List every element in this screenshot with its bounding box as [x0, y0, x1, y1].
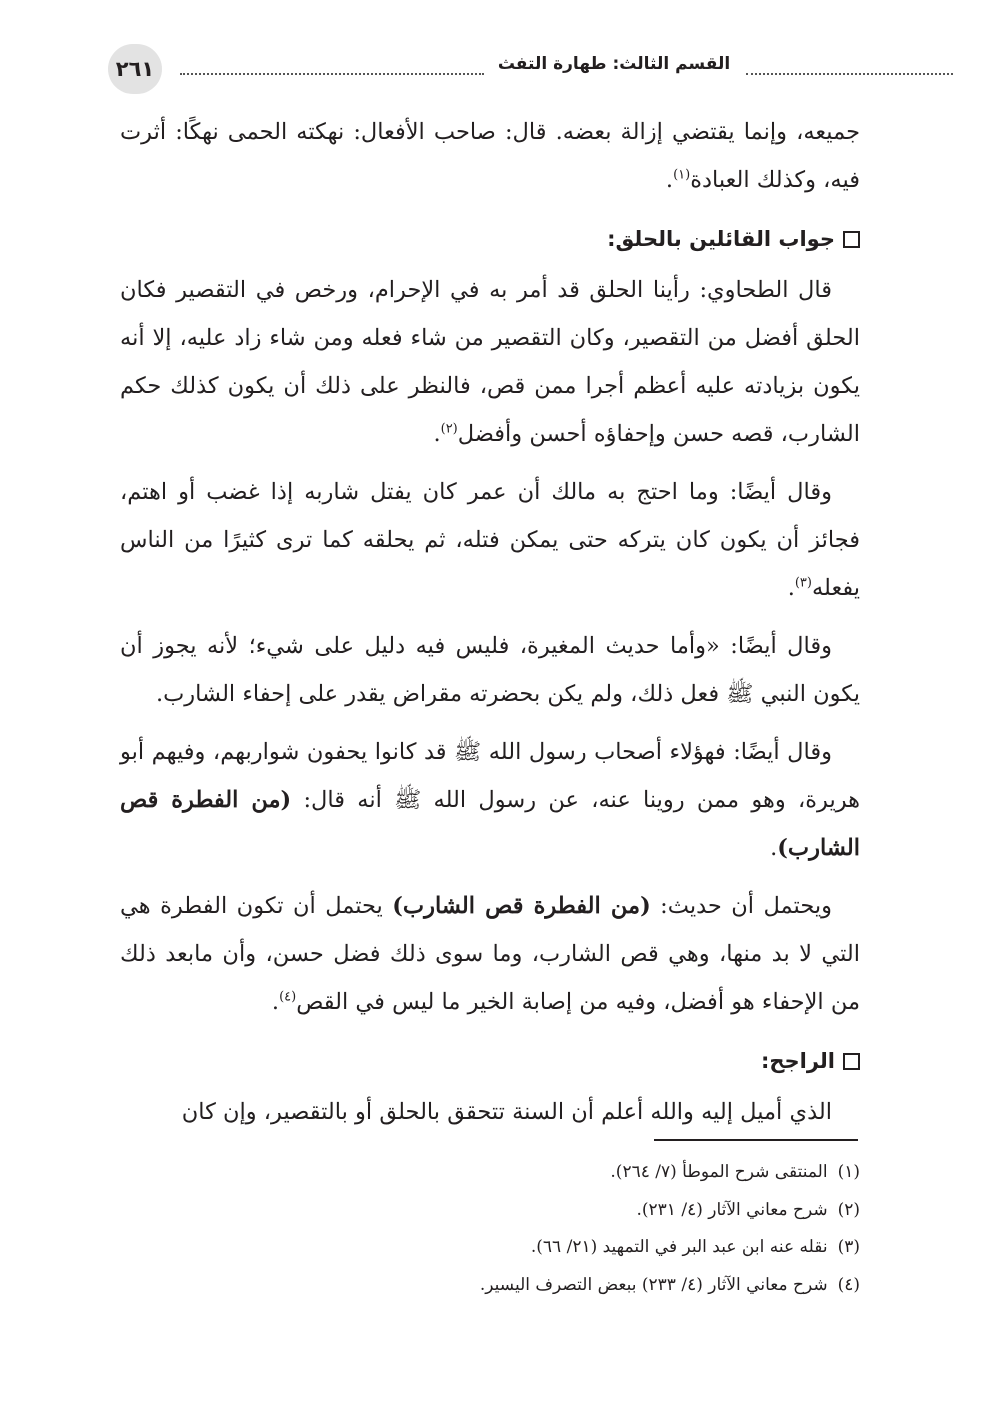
section-heading-preferred-view: الراجح:	[120, 1040, 860, 1082]
footnote-ref-3[interactable]: (٣)	[794, 575, 812, 591]
paragraph-1: جميعه، وإنما يقتضي إزالة بعضه. قال: صاحب الأفعال: نهكته الحمى نهكًا: أثرت فيه، وكذلك العبادة$^{(١)}$.	[120, 119, 860, 193]
footnote-separator	[654, 1139, 858, 1141]
hadith-quote: (من الفطرة قص الشارب)	[120, 787, 860, 861]
paragraph-3: وقال أيضًا: وما احتج به مالك أن عمر كان يفتل شاربه إذا غضب أو اهتم، فجائز أن يكون كان يتركه حتى يمكن فتله، ثم يحلقه كما ترى كثيرًا من الناس يفعله$^{(٣)}$.	[120, 479, 860, 601]
section-heading-proponents-of-shaving: جواب القائلين بالحلق:	[120, 218, 860, 260]
footnote-ref-1[interactable]: (١)	[673, 167, 691, 183]
footnote-4: (٤) شرح معاني الآثار (٤/ ٢٣٣) ببعض التصرف اليسير.	[479, 1274, 860, 1295]
page-number: ٢٦١	[108, 44, 162, 94]
header-dotted-rule-left	[180, 73, 484, 75]
footnotes	[300, 1154, 860, 1304]
paragraph-6: ويحتمل أن حديث: (من الفطرة قص الشارب) يحتمل أن تكون الفطرة هي التي لا بد منها، وهي قص الشارب، وما سوى ذلك فضل حسن، وأن مابعد ذلك من الإحفاء هو أفضل، وفيه من إصابة الخير ما ليس في القص$^{(٤)}$.	[120, 893, 860, 1015]
footnote-ref-2[interactable]: (٢)	[440, 421, 458, 437]
footnote-3: (٣) نقله عنه ابن عبد البر في التمهيد (٢١/ ٦٦).	[530, 1237, 860, 1257]
main-text	[120, 108, 860, 1136]
square-bullet-icon	[843, 1053, 860, 1070]
paragraph-5: وقال أيضًا: فهؤلاء أصحاب رسول الله ﷺ قد كانوا يحفون شواربهم، وفيهم أبو هريرة، وهو ممن روينا عنه، عن رسول الله ﷺ أنه قال: (من الفطرة قص الشارب).	[120, 739, 860, 861]
header-dotted-rule-right	[746, 73, 953, 75]
paragraph-2: قال الطحاوي: رأينا الحلق قد أمر به في الإحرام، ورخص في التقصير فكان الحلق أفضل من التقصير، وكان التقصير من شاء فعله ومن شاء زاد عليه، إلا أنه يكون بزيادته عليه أعظم أجرا ممن قص، فالنظر على ذلك أن يكون كذلك حكم الشارب، قصه حسن وإحفاؤه أحسن وأفضل$^{(٢)}$.	[120, 277, 860, 447]
footnote-1: (١) المنتقى شرح الموطأ (٧/ ٢٦٤).	[610, 1162, 860, 1182]
paragraph-7: الذي أميل إليه والله أعلم أن السنة تتحقق بالحلق أو بالتقصير، وإن كان	[181, 1099, 832, 1125]
square-bullet-icon	[843, 231, 860, 248]
hadith-quote: (من الفطرة قص الشارب)	[392, 893, 651, 919]
footnote-2: (٢) شرح معاني الآثار (٤/ ٢٣١).	[636, 1199, 860, 1220]
paragraph-4: وقال أيضًا: «وأما حديث المغيرة، فليس فيه دليل على شيء؛ لأنه يجوز أن يكون النبي ﷺ فعل ذلك، ولم يكن بحضرته مقراض يقدر على إحفاء الشارب.	[120, 633, 860, 707]
footnote-ref-4[interactable]: (٤)	[279, 989, 297, 1005]
running-title: القسم الثالث: طهارة التفث	[497, 54, 731, 74]
running-header	[108, 44, 853, 94]
